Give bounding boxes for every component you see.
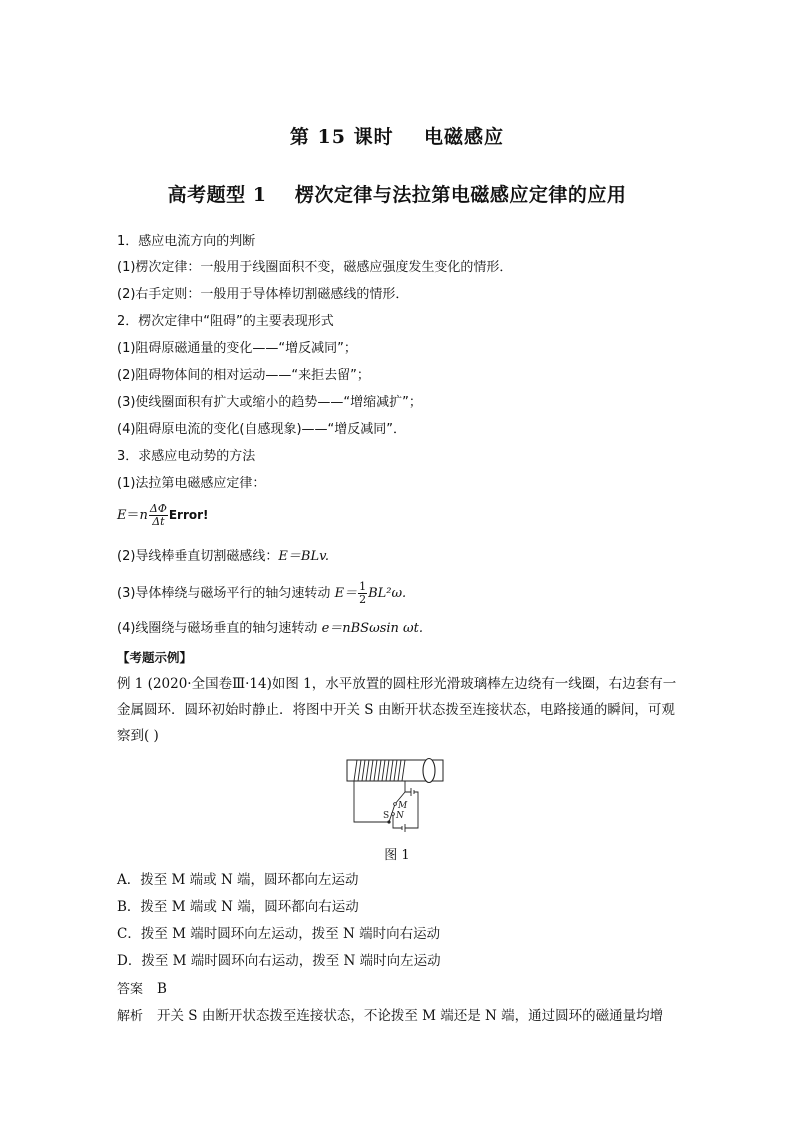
item3-text: (3)导体棒绕与磁场平行的轴匀速转动 xyxy=(117,586,335,601)
item3-fraction xyxy=(358,581,367,606)
item2-formula: E＝BLv. xyxy=(278,549,330,564)
circuit-diagram xyxy=(343,752,453,834)
example-text: 例 1 (2020·全国卷Ⅲ·14)如图 1，水平放置的圆柱形光滑玻璃棒左边绕有一线圈，右边套有一金属圆环．圆环初始时静止．将图中开关 S 由断开状态拨至连接状态，电路接通的瞬间，可观察到( ) xyxy=(117,676,677,744)
section3-heading: 3．求感应电动势的方法 xyxy=(117,449,256,464)
answer-line xyxy=(117,980,167,999)
section1-item-2: (2)右手定则：一般用于导体棒切割磁感线的情形． xyxy=(117,287,409,302)
formula-lhs: E xyxy=(117,508,127,523)
terminal-m xyxy=(394,803,397,806)
metal-ring xyxy=(423,759,435,783)
item3-denominator: 2 xyxy=(359,593,367,606)
section3-item-2 xyxy=(117,548,329,566)
section3-item-4 xyxy=(117,620,423,638)
item2-text: (2)导线棒垂直切割磁感线： xyxy=(117,549,279,564)
item3-rest: BL²ω. xyxy=(368,586,407,601)
formula-eq: ＝ xyxy=(126,508,140,523)
page-subtitle: 高考题型 1 楞次定律与法拉第电磁感应定律的应用 xyxy=(167,184,627,206)
analysis-label: 解析 xyxy=(117,1009,144,1024)
label-s: S xyxy=(383,811,390,821)
page-title: 第 15 课时 电磁感应 xyxy=(289,126,505,148)
analysis-text: 开关 S 由断开状态拨至连接状态，不论拨至 M 端还是 N 端，通过圆环的磁通量均增 xyxy=(157,1008,664,1024)
option-c: C．拨至 M 端时圆环向左运动，拨至 N 端时向右运动 xyxy=(117,926,441,942)
section2-item-3: (3)使线圈面积有扩大或缩小的趋势——“增缩减扩”； xyxy=(117,395,422,410)
item4-formula: e＝nBSωsin ωt. xyxy=(321,621,423,636)
formula-fraction xyxy=(149,503,168,528)
faraday-formula xyxy=(117,503,209,528)
option-d: D．拨至 M 端时圆环向右运动，拨至 N 端时向左运动 xyxy=(117,953,441,969)
label-n: N xyxy=(396,811,404,821)
section3-item-3 xyxy=(117,581,406,606)
option-a: A．拨至 M 端或 N 端，圆环都向左运动 xyxy=(117,872,359,888)
figure-caption: 图 1 xyxy=(384,848,410,863)
answer-value: B xyxy=(157,981,167,997)
terminal-n xyxy=(392,813,395,816)
analysis-line xyxy=(117,1007,663,1026)
section2-heading: 2．楞次定律中“阻碍”的主要表现形式 xyxy=(117,314,334,329)
example-tag: 【考题示例】 xyxy=(117,650,193,665)
section3-item-1: (1)法拉第电磁感应定律： xyxy=(117,476,266,491)
answer-label: 答案 xyxy=(117,982,144,997)
item3-lhs: E＝ xyxy=(334,586,358,601)
circuit-figure xyxy=(343,752,453,834)
section1-heading: 1．感应电流方向的判断 xyxy=(117,234,256,249)
formula-denominator: Δt xyxy=(152,515,165,528)
circuit-wires xyxy=(354,781,418,832)
section2-item-4: (4)阻碍原电流的变化(自感现象)——“增反减同”． xyxy=(117,422,407,437)
formula-error: Error! xyxy=(168,508,209,522)
item3-numerator: 1 xyxy=(359,580,367,593)
option-b: B．拨至 M 端或 N 端，圆环都向右运动 xyxy=(117,899,359,915)
section2-item-2: (2)阻碍物体间的相对运动——“来拒去留”； xyxy=(117,368,370,383)
formula-numerator: ΔΦ xyxy=(149,502,167,515)
item4-text: (4)线圈绕与磁场垂直的轴匀速转动 xyxy=(117,621,322,636)
formula-n: n xyxy=(139,508,148,523)
section2-item-1: (1)阻碍原磁通量的变化——“增反减同”； xyxy=(117,341,357,356)
label-m: M xyxy=(398,801,408,811)
section1-item-1: (1)楞次定律：一般用于线圈面积不变，磁感应强度发生变化的情形． xyxy=(117,260,513,275)
